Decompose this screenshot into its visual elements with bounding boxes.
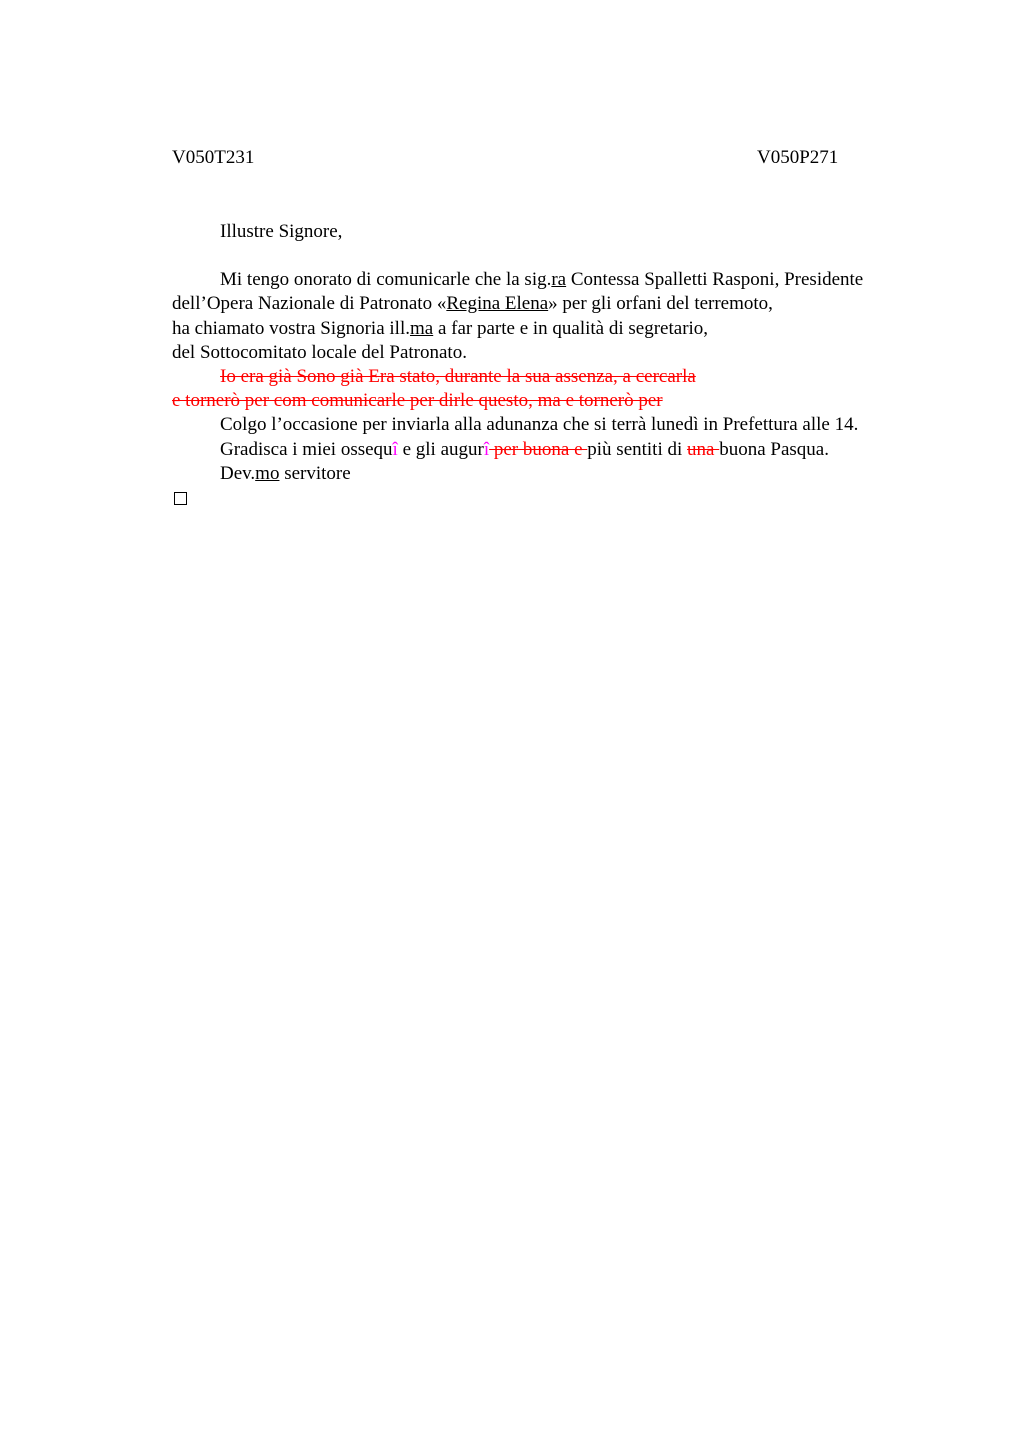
text-run: Presidente dell’Opera Nazionale di Patronato « (172, 269, 864, 315)
letter-body (172, 220, 884, 512)
document-code-right: V050P271 (757, 147, 839, 168)
underlined-name: Regina Elena (446, 293, 549, 315)
deleted-words: una (687, 438, 720, 460)
salutation: Illustre Signore, (220, 221, 343, 242)
square-outline-icon (174, 492, 187, 505)
text-run: ha chiamato vostra Signoria ill. (172, 317, 410, 339)
underlined-abbreviation: ma (409, 317, 434, 339)
text-run: a far parte e in qualità di segretario, (433, 317, 709, 339)
paragraph-meeting: Colgo l’occasione per inviarla alla adunanza che si terrà lunedì in Prefettura alle 14. (220, 414, 859, 436)
closing (172, 462, 884, 486)
text-run: » per gli orfani del terremoto, (548, 293, 773, 315)
end-mark (172, 486, 884, 512)
text-run: e gli augur (397, 438, 484, 460)
deleted-line: e tornerò per com comunicarle per dirle questo, ma e tornerò per (172, 390, 663, 412)
text-run: Contessa Spalletti Rasponi, (566, 269, 780, 291)
paragraph-nomination (172, 268, 884, 365)
text-run: Gradisca i miei ossequ (220, 438, 393, 460)
text-run: Dev. (220, 462, 256, 484)
text-run: servitore (279, 462, 351, 484)
text-run: più sentiti di (587, 438, 688, 460)
document-code-left: V050T231 (172, 147, 255, 168)
text-run: buona Pasqua. (719, 438, 829, 460)
text-run: Mi tengo onorato di comunicarle che la sig. (220, 269, 552, 291)
underlined-abbreviation: ra (551, 269, 567, 291)
insertion-mark: î (483, 438, 490, 460)
insertion-mark: î (392, 438, 398, 460)
underlined-abbreviation: mo (255, 462, 280, 484)
deleted-words: per buona e (489, 438, 588, 460)
text-run: del Sottocomitato locale del Patronato. (172, 341, 467, 363)
deleted-line: Io era già Sono già Era stato, durante la sua assenza, a cercarla (220, 366, 696, 388)
paragraph-greetings (172, 438, 884, 462)
